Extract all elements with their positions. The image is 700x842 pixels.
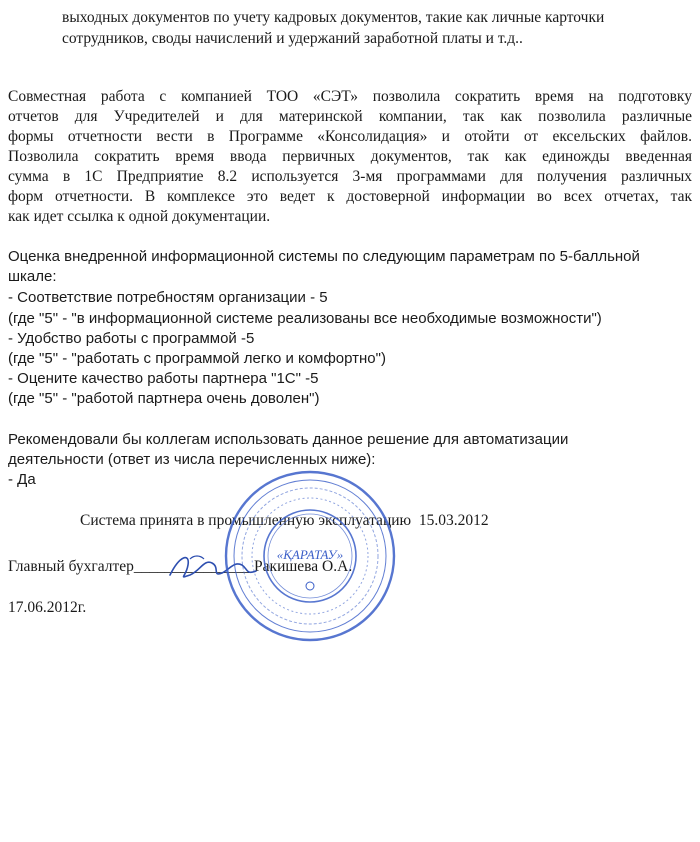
evaluation-item: (где "5" - "в информационной системе реализованы все необходимые возможности") — [8, 310, 602, 327]
evaluation-item: (где "5" - "работать с программой легко и комфортно") — [8, 350, 386, 367]
paragraph-line-6: форм отчетности. В комплексе это ведет к достоверной информации во всех отчетах, так — [8, 188, 692, 205]
intro-line-2: сотрудников, своды начислений и удержаний заработной платы и т.д.. — [62, 30, 523, 47]
intro-line-1: выходных документов по учету кадровых документов, такие как личные карточки — [62, 9, 605, 26]
recommendation-line-2: деятельности (ответ из числа перечисленных ниже): — [8, 451, 376, 468]
evaluation-intro-2: шкале: — [8, 268, 57, 285]
document-date: 17.06.2012г. — [8, 599, 87, 616]
signature-name: Ракишева О.А. — [254, 558, 353, 575]
paragraph-line-3: формы отчетности вести в Программе «Консолидация» и отойти от ексельских файлов. — [8, 128, 692, 145]
paragraph-line-4: Позволила сократить время ввода первичных документов, так как единожды введенная — [8, 148, 692, 165]
evaluation-item: - Удобство работы с программой -5 — [8, 330, 255, 347]
signature-role: Главный бухгалтер — [8, 558, 134, 575]
evaluation-item: - Оцените качество работы партнера "1С" -5 — [8, 370, 319, 387]
stamp-center-text: «ҚАРАТАУ» — [276, 546, 344, 562]
acceptance-date: 15.03.2012 — [418, 512, 489, 529]
recommendation-line-1: Рекомендовали бы коллегам использовать данное решение для автоматизации — [8, 431, 569, 448]
official-stamp — [222, 468, 398, 644]
paragraph-line-7: как идет ссылка к одной документации. — [8, 208, 271, 225]
acceptance-text: Система принята в промышленную эксплуатацию — [80, 512, 412, 529]
signature-underline: _______________ — [133, 558, 251, 575]
paragraph-line-5: сумма в 1С Предприятие 8.2 используется 3-мя программами для получения различных — [8, 168, 692, 185]
paragraph-line-1: Совместная работа с компанией ТОО «СЭТ» позволила сократить время на подготовку — [8, 88, 692, 105]
paragraph-line-2: отчетов для Учредителей и для материнской компании, так как позволила различные — [8, 108, 692, 125]
recommendation-answer: - Да — [8, 471, 36, 488]
evaluation-item: - Соответствие потребностям организации - 5 — [8, 289, 328, 306]
evaluation-item: (где "5" - "работой партнера очень доволен") — [8, 390, 320, 407]
evaluation-intro-1: Оценка внедренной информационной системы по следующим параметрам по 5-балльной — [8, 248, 640, 265]
